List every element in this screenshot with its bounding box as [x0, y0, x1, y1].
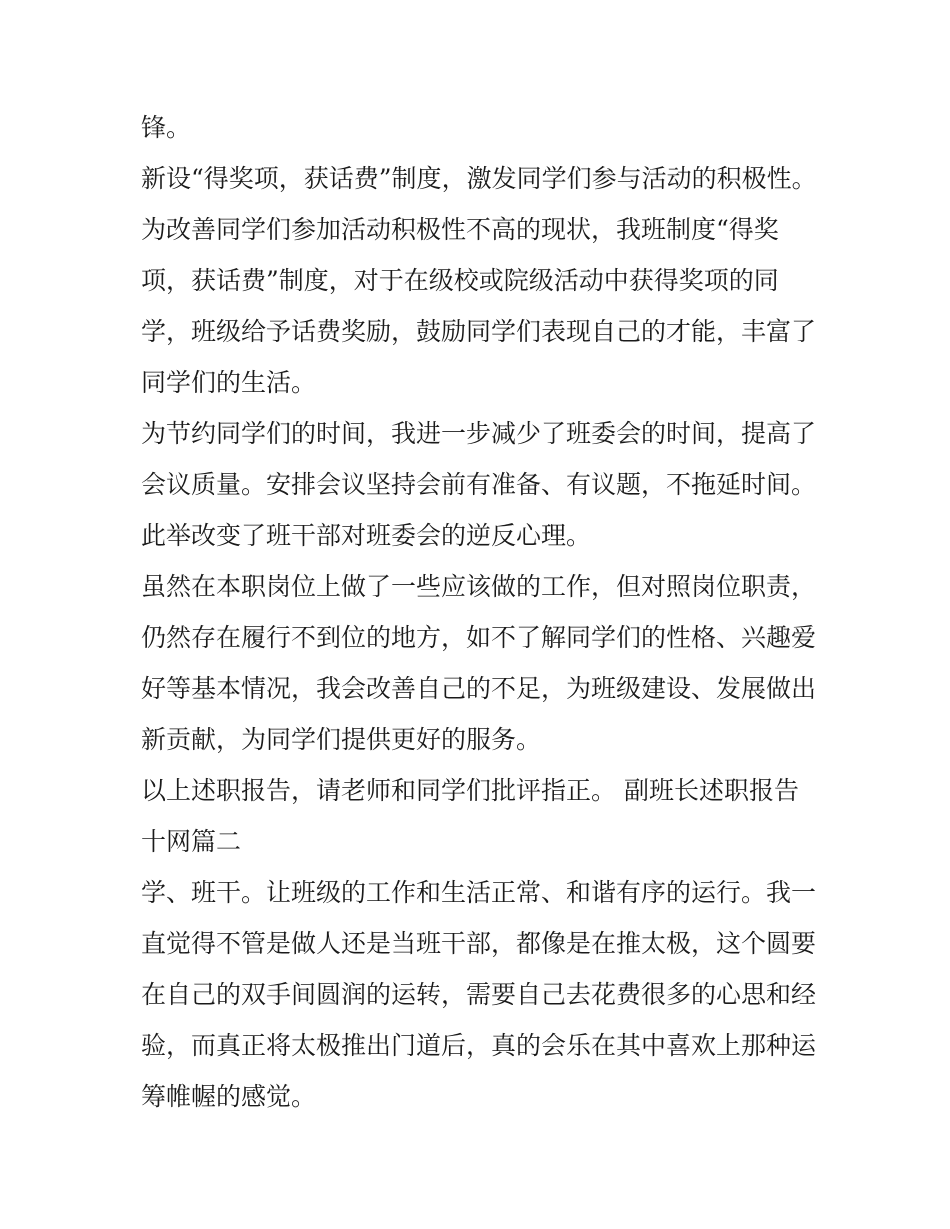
text-line: 为改善同学们参加活动积极性不高的现状，我班制度“得奖	[141, 215, 779, 244]
text-line: 以上述职报告，请老师和同学们批评指正。 副班长述职报告	[141, 776, 799, 805]
text-line: 项，获话费”制度，对于在级校或院级活动中获得奖项的同	[141, 266, 779, 295]
text-line: 新贡献，为同学们提供更好的服务。	[141, 725, 542, 754]
text-line: 好等基本情况，我会改善自己的不足，为班级建设、发展做出	[141, 674, 817, 703]
text-line: 筹帷幄的感觉。	[141, 1082, 317, 1111]
text-line: 在自己的双手间圆润的运转，需要自己去花费很多的心思和经	[141, 980, 817, 1009]
text-line: 仍然存在履行不到位的地方，如不了解同学们的性格、兴趣爱	[141, 623, 817, 652]
text-line: 学、班干。让班级的工作和生活正常、和谐有序的运行。我一	[141, 878, 817, 907]
text-line: 为节约同学们的时间，我进一步减少了班委会的时间，提高了	[141, 419, 817, 448]
text-line: 会议质量。安排会议坚持会前有准备、有议题，不拖延时间。	[141, 470, 817, 499]
text-line: 验，而真正将太极推出门道后，真的会乐在其中喜欢上那种运	[141, 1031, 817, 1060]
text-line: 同学们的生活。	[141, 368, 317, 397]
text-line: 直觉得不管是做人还是当班干部，都像是在推太极，这个圆要	[141, 929, 817, 958]
text-line: 十网篇二	[141, 827, 242, 856]
text-line: 锋。	[141, 113, 192, 142]
text-line: 新设“得奖项，获话费”制度，激发同学们参与活动的积极性。	[141, 164, 817, 193]
text-line: 学，班级给予话费奖励，鼓励同学们表现自己的才能，丰富了	[141, 317, 817, 346]
text-line: 此举改变了班干部对班委会的逆反心理。	[141, 521, 592, 550]
text-line: 虽然在本职岗位上做了一些应该做的工作，但对照岗位职责，	[141, 572, 817, 601]
